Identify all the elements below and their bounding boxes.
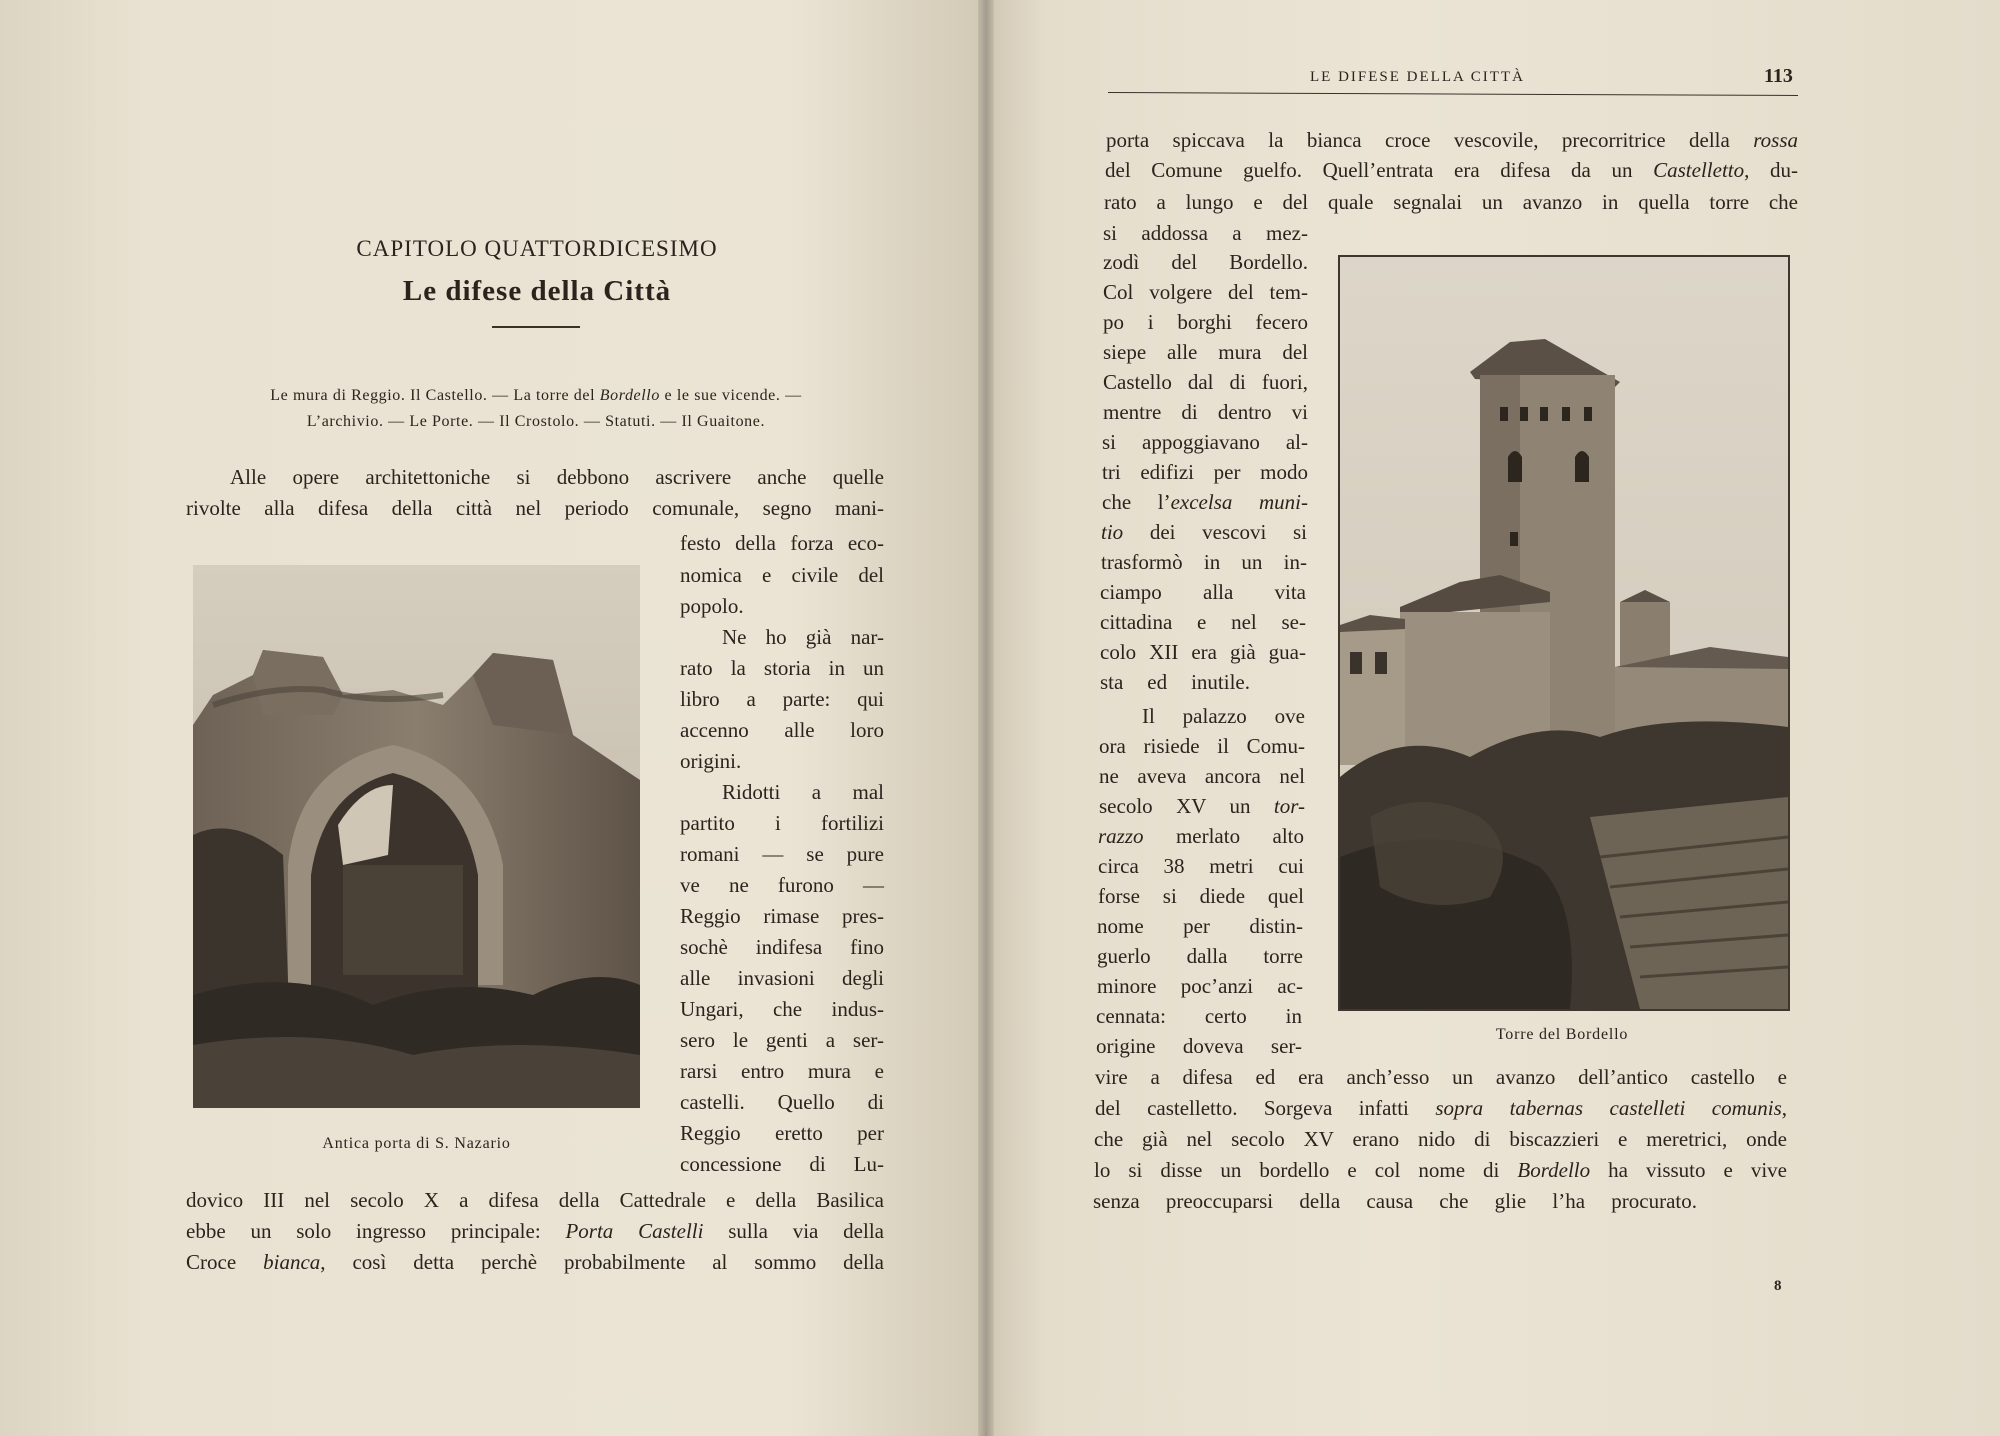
chapter-title: Le difese della Città (402, 275, 672, 307)
text-line: ciampo alla vita (1100, 580, 1306, 604)
text-line: siepe alle mura del (1103, 340, 1308, 364)
text-line: origine doveva ser- (1096, 1034, 1302, 1058)
text-line: dovico III nel secolo X a difesa della Cattedrale e della Basilica (186, 1188, 884, 1212)
text-line: partito i fortilizi (680, 811, 884, 835)
text-line: festo della forza eco- (680, 531, 884, 555)
text-line: minore poc’anzi ac- (1097, 974, 1303, 998)
text-line: ora risiede il Comu- (1099, 734, 1305, 758)
text-line: rato a lungo e del quale segnalai un avanzo in quella torre che (1104, 190, 1798, 214)
text-line: origini. (680, 749, 742, 773)
text-line: Castello dal di fuori, (1103, 370, 1308, 394)
text-line: rarsi entro mura e (680, 1059, 884, 1083)
text-line: sero le genti a ser- (680, 1028, 884, 1052)
text-line: accenno alle loro (680, 718, 884, 742)
text-line: del castelletto. Sorgeva infatti sopra tabernas castelleti comunis, (1095, 1096, 1787, 1120)
text-line: si addossa a mez- (1103, 221, 1308, 245)
tower-illustration (1340, 257, 1788, 1009)
text-line: popolo. (680, 594, 744, 618)
text-line: vire a difesa ed era anch’esso un avanzo dell’antico castello e (1095, 1065, 1787, 1089)
text-line: che l’excelsa muni- (1102, 490, 1308, 514)
text-line: sochè indifesa fino (680, 935, 884, 959)
text-line: Reggio eretto per (680, 1121, 884, 1145)
text-line: Croce bianca, così detta perchè probabilmente al sommo della (186, 1250, 884, 1274)
text-line: guerlo dalla torre (1097, 944, 1303, 968)
text-line: Il palazzo ove (1142, 704, 1305, 728)
text-line: Ne ho già nar- (722, 625, 884, 649)
text-line: concessione di Lu- (680, 1152, 884, 1176)
text-line: libro a parte: qui (680, 687, 884, 711)
text-line: porta spiccava la bianca croce vescovile, precorritrice della rossa (1106, 128, 1798, 152)
text-line: cittadina e nel se- (1100, 610, 1306, 634)
text-line: ve ne furono — (680, 873, 884, 897)
figure-torre-del-bordello (1338, 255, 1790, 1011)
title-rule (492, 326, 580, 328)
text-line: ne aveva ancora nel (1099, 764, 1305, 788)
text-line: che già nel secolo XV erano nido di biscazzieri e meretrici, onde (1094, 1127, 1787, 1151)
chapter-summary (186, 383, 886, 435)
summary-line-1: Le mura di Reggio. Il Castello. — La torre del Bordello e le sue vicende. — (270, 387, 802, 404)
text-line: ebbe un solo ingresso principale: Porta Castelli sulla via della (186, 1219, 884, 1243)
text-line: Ridotti a mal (722, 780, 884, 804)
text-line: po i borghi fecero (1103, 310, 1308, 334)
figure-porta-san-nazario (193, 565, 640, 1108)
text-line: Col volgere del tem- (1103, 280, 1308, 304)
text-line: tri edifizi per modo (1102, 460, 1308, 484)
text-line: razzo merlato alto (1098, 824, 1304, 848)
text-line: del Comune guelfo. Quell’entrata era difesa da un Castelletto, du- (1105, 158, 1798, 182)
text-line: Alle opere architettoniche si debbono ascrivere anche quelle (230, 465, 884, 489)
page-number: 113 (1764, 65, 1793, 87)
running-head: LE DIFESE DELLA CITTÀ (1310, 69, 1525, 85)
ruined-gate-illustration (193, 565, 640, 1108)
figure-caption-left: Antica porta di S. Nazario (322, 1135, 511, 1152)
text-line: castelli. Quello di (680, 1090, 884, 1114)
text-line: cennata: certo in (1096, 1004, 1302, 1028)
text-line: nome per distin- (1097, 914, 1303, 938)
text-line: alle invasioni degli (680, 966, 884, 990)
text-line: tio dei vescovi si (1101, 520, 1307, 544)
signature-mark: 8 (1774, 1278, 1782, 1294)
chapter-label: CAPITOLO QUATTORDICESIMO (356, 236, 718, 261)
text-line: circa 38 metri cui (1098, 854, 1304, 878)
text-line: Ungari, che indus- (680, 997, 884, 1021)
text-line: lo si disse un bordello e col nome di Bordello ha vissuto e vive (1094, 1158, 1788, 1182)
summary-line-2: L’archivio. — Le Porte. — Il Crostolo. — Statuti. — Il Guaitone. (306, 413, 766, 430)
text-line: Reggio rimase pres- (680, 904, 884, 928)
text-line: secolo XV un tor- (1099, 794, 1305, 818)
text-line: rato la storia in un (680, 656, 884, 680)
text-line: trasformò in un in- (1101, 550, 1307, 574)
text-line: nomica e civile del (680, 563, 884, 587)
book-gutter (978, 0, 994, 1436)
text-line: rivolte alla difesa della città nel periodo comunale, segno mani- (186, 496, 884, 520)
text-line: romani — se pure (680, 842, 884, 866)
text-line: sta ed inutile. (1100, 670, 1250, 694)
text-line: senza preoccuparsi della causa che glie l’ha procurato. (1093, 1189, 1697, 1213)
text-line: colo XII era già gua- (1100, 640, 1306, 664)
text-line: zodì del Bordello. (1103, 250, 1308, 274)
text-line: mentre di dentro vi (1103, 400, 1308, 424)
text-line: si appoggiavano al- (1102, 430, 1308, 454)
text-line: forse si diede quel (1098, 884, 1304, 908)
figure-caption-right: Torre del Bordello (1495, 1026, 1629, 1043)
